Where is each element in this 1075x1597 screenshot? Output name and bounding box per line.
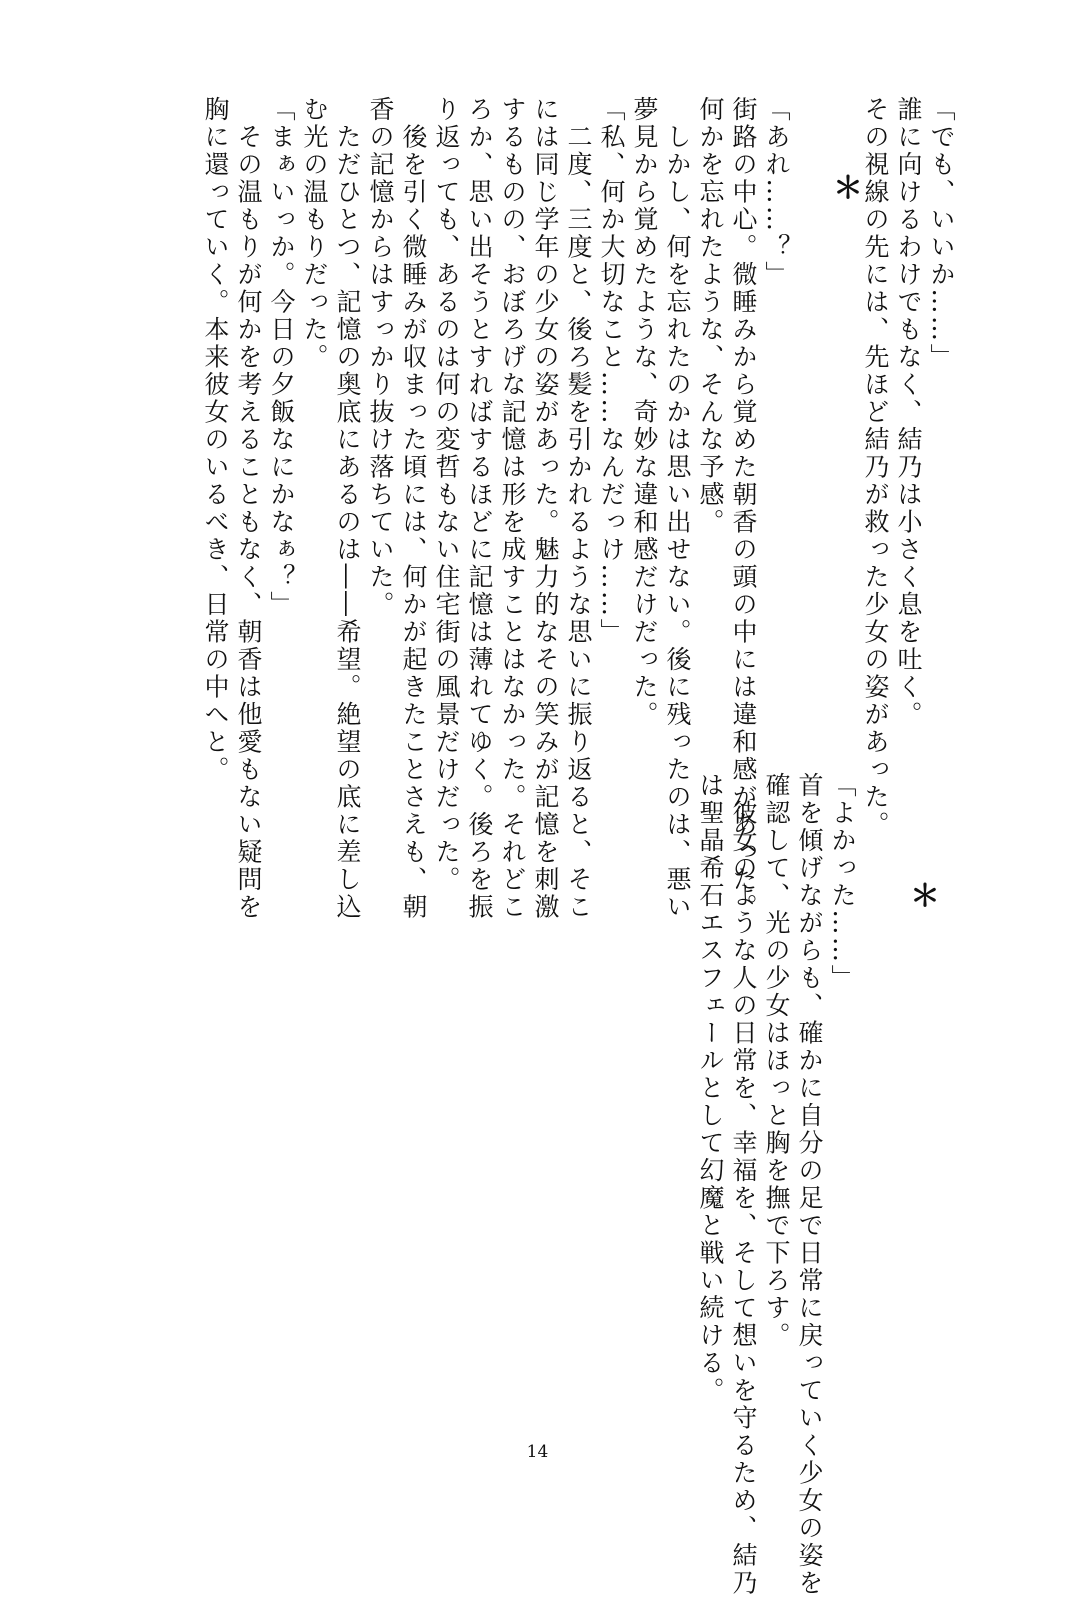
text-column-18: には同じ学年の少女の姿があった。魅力的なその笑みが記憶を刺激 <box>531 96 560 921</box>
text-column-23: 香の記憶からはすっかり抜け落ちていた。 <box>366 96 395 619</box>
text-column-12: 街路の中心。微睡みから覚めた朝香の頭の中には違和感があった。 <box>729 96 758 921</box>
section-break-mark: ＊ <box>827 172 862 202</box>
text-column-1: 「でも、いいか……」 <box>927 96 956 371</box>
text-column-9: は聖晶希石エスフェールとして幻魔と戦い続ける。 <box>696 772 725 1405</box>
text-column-28: 胸に還っていく。本来彼女のいるべき、日常の中へと。 <box>201 96 230 784</box>
text-column-22: 後を引く微睡みが収まった頃には、何かが起きたことさえも、朝 <box>399 96 428 921</box>
text-column-14: しかし、何を忘れたのかは思い出せない。後に残ったのは、悪い <box>663 96 692 921</box>
text-column-21: り返っても、あるのは何の変哲もない住宅街の風景だけだった。 <box>432 96 461 894</box>
page-number: 14 <box>526 1442 549 1462</box>
text-column-17: 二度、三度と、後ろ髪を引かれるような思いに振り返ると、そこ <box>564 96 593 921</box>
text-column-13: 何かを忘れたような、そんな予感。 <box>696 96 725 536</box>
text-column-27: その温もりが何かを考えることもなく、朝香は他愛もない疑問を <box>234 96 263 921</box>
text-column-11: 「あれ……？」 <box>762 96 791 289</box>
text-column-25: む光の温もりだった。 <box>300 96 329 371</box>
text-column-19: するものの、おぼろげな記憶は形を成すことはなかった。それどこ <box>498 96 527 921</box>
text-column-7: 確認して、光の少女はほっと胸を撫で下ろす。 <box>762 772 791 1350</box>
text-column-5: 「よかった……」 <box>828 772 857 992</box>
text-column-20: ろか、思い出そうとすればするほどに記憶は薄れてゆく。後ろを振 <box>465 96 494 921</box>
text-column-3: その視線の先には、先ほど結乃が救った少女の姿があった。 <box>861 96 890 839</box>
text-column-15: 夢見から覚めたような、奇妙な違和感だけだった。 <box>630 96 659 729</box>
text-column-26: 「まぁいっか。今日の夕飯なにかなぁ？」 <box>267 96 296 619</box>
section-break-mark-2: ＊ <box>904 880 939 910</box>
text-column-6: 首を傾げながらも、確かに自分の足で日常に戻っていく少女の姿を <box>795 772 824 1597</box>
text-column-2: 誰に向けるわけでもなく、結乃は小さく息を吐く。 <box>894 96 923 729</box>
text-column-24: ただひとつ、記憶の奥底にあるのは――希望。絶望の底に差し込 <box>333 96 362 921</box>
text-column-16: 「私、何か大切なこと……なんだっけ……」 <box>597 96 626 646</box>
text-column-8: 彼女のような人の日常を、幸福を、そして想いを守るため、結乃 <box>729 772 758 1597</box>
